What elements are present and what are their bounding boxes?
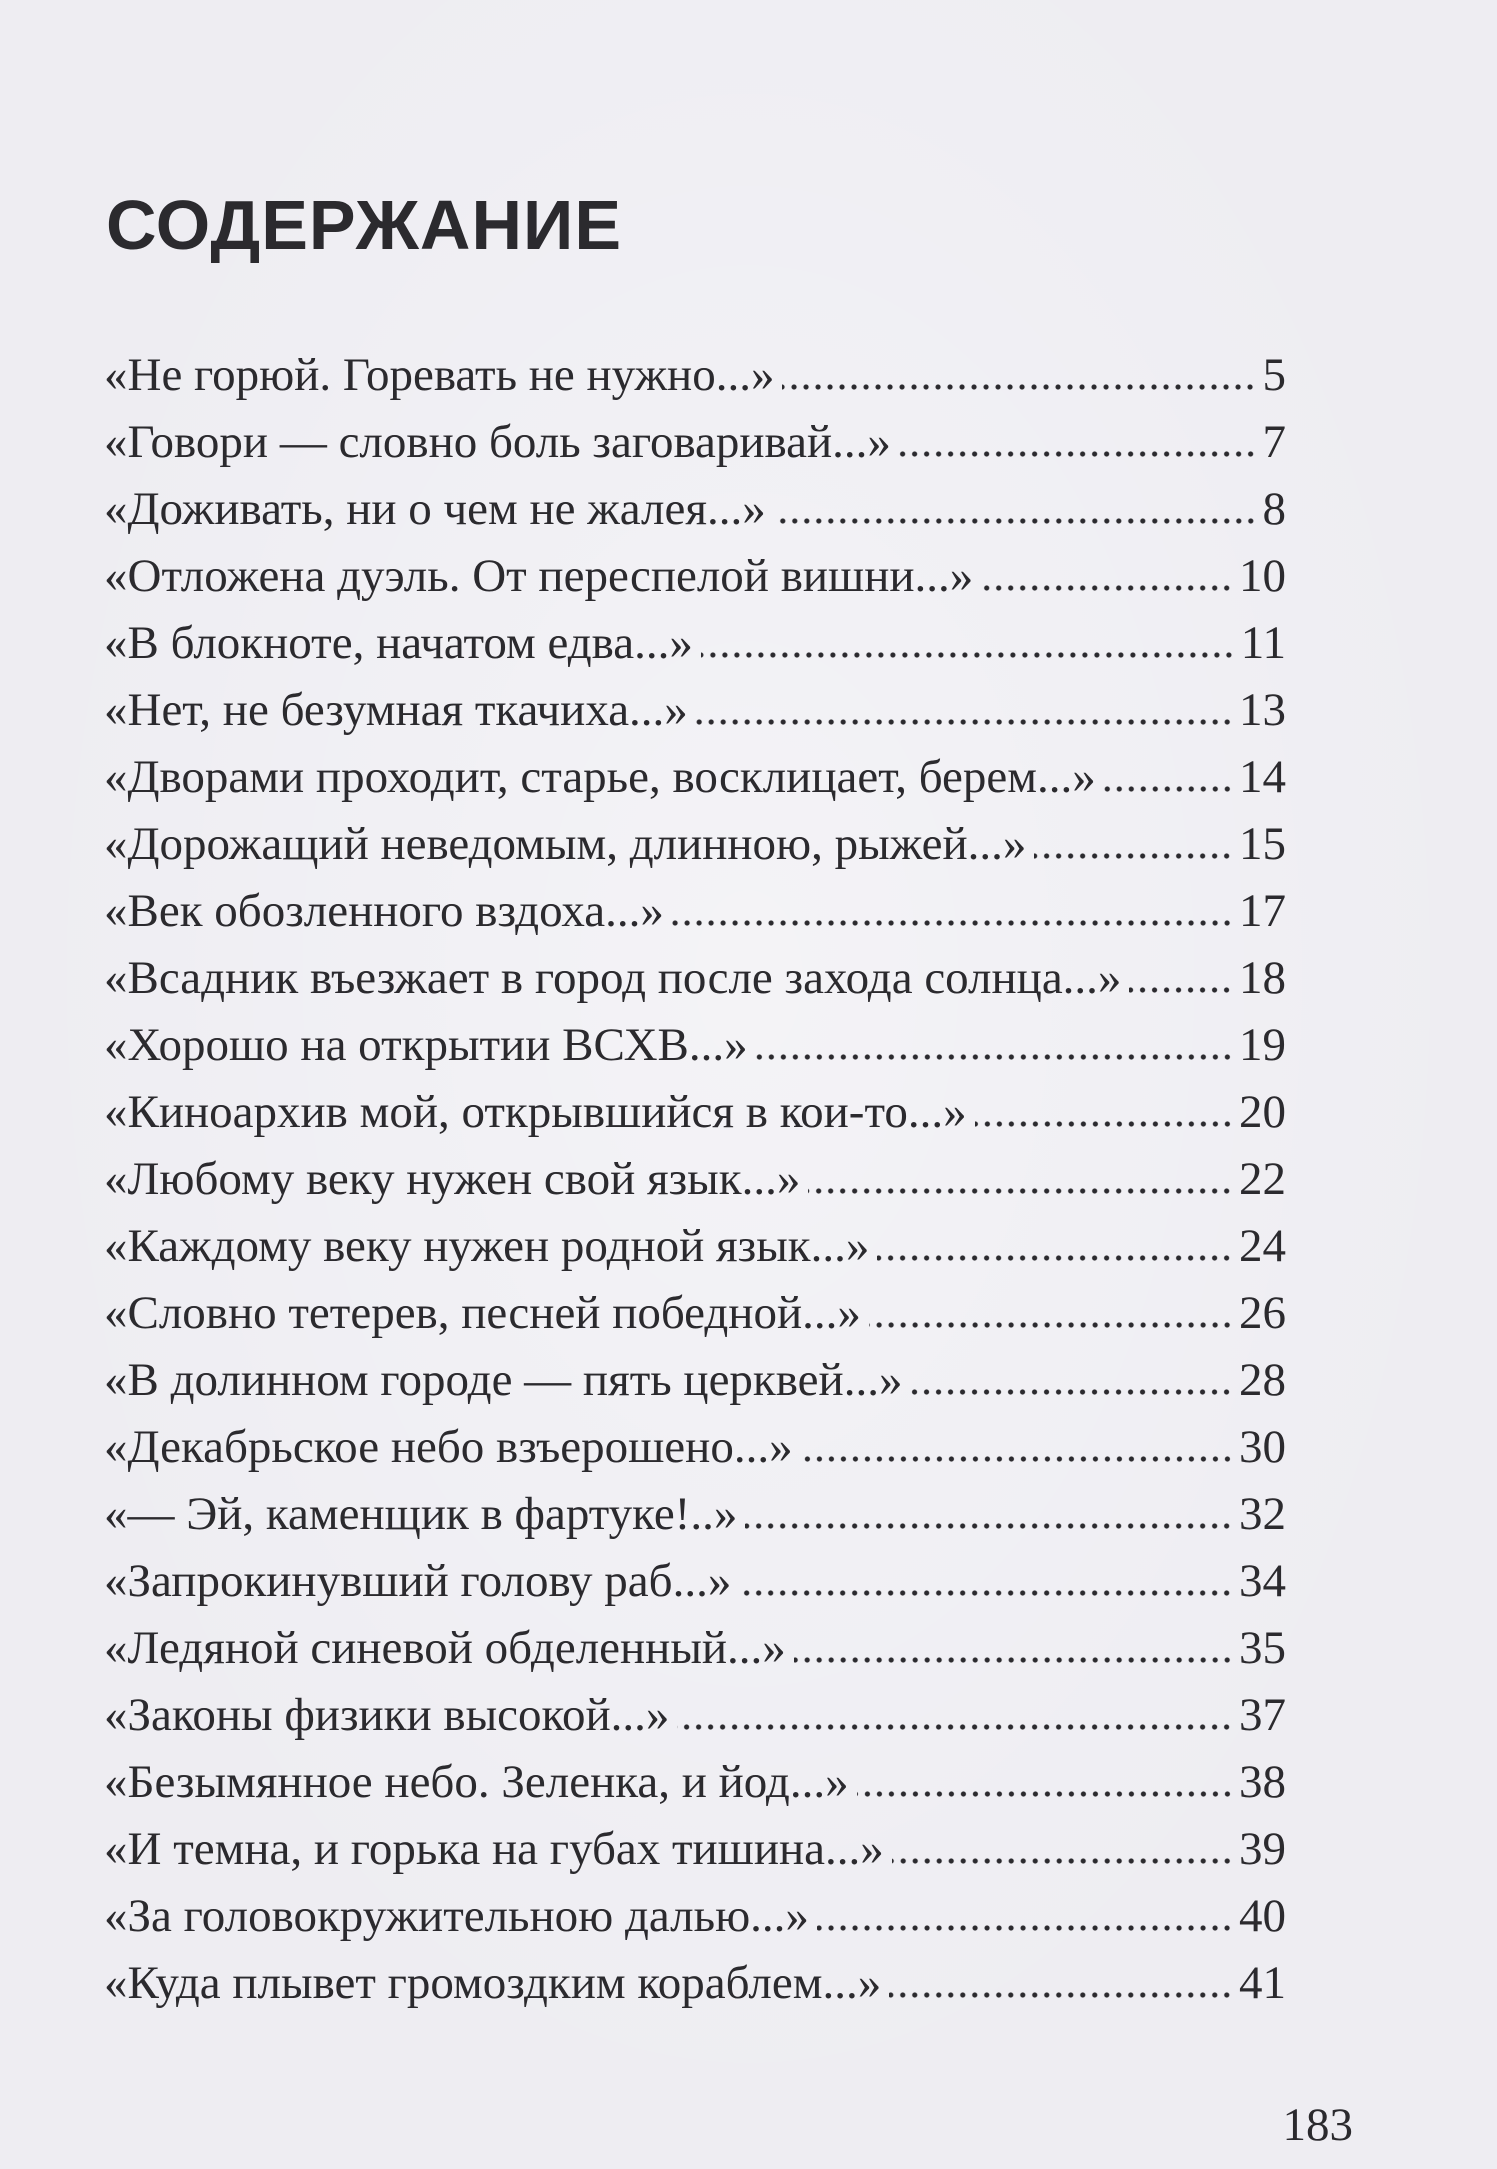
toc-entry [104,744,1286,811]
page-number: 183 [1282,2099,1353,2151]
dot-leader [817,1925,1233,1931]
dot-leader [774,518,1257,524]
entry-title: «Дорожащий неведомым, длинною, рыжей...» [104,818,1027,870]
entry-title: «Не горюй. Горевать не нужно...» [104,349,775,401]
entry-page: 5 [1262,349,1286,401]
toc-entry [104,1481,1286,1548]
entry-title: «Словно тетерев, песней победной...» [104,1287,861,1339]
entry-page: 20 [1239,1086,1286,1138]
entry-title: «Декабрьское небо взъерошено...» [104,1421,793,1473]
entry-title: «Законы физики высокой...» [104,1689,670,1741]
toc-entry [104,1079,1286,1146]
entry-title: «Каждому веку нужен родной язык...» [104,1220,870,1272]
toc-entry [104,1883,1286,1950]
entry-page: 41 [1239,1957,1286,2009]
entry-title: «За головокружительною далью...» [104,1890,809,1942]
entry-title: «Киноархив мой, открывшийся в кои-то...» [104,1086,967,1138]
entry-page: 18 [1239,952,1286,1004]
toc-entry [104,1012,1286,1079]
entry-page: 34 [1239,1555,1286,1607]
entry-page: 22 [1239,1153,1286,1205]
entry-title: «В блокноте, начатом едва...» [104,617,693,669]
table-of-contents [104,342,1286,2017]
entry-page: 14 [1239,751,1286,803]
dot-leader [1104,786,1233,792]
dot-leader [869,1322,1233,1328]
entry-title: «Любому веку нужен свой язык...» [104,1153,801,1205]
entry-page: 7 [1262,416,1286,468]
entry-page: 40 [1239,1890,1286,1942]
entry-page: 38 [1239,1756,1286,1808]
dot-leader [677,1724,1233,1730]
dot-leader [745,1523,1233,1529]
entry-title: «Ледяной синевой обделенный...» [104,1622,786,1674]
entry-page: 8 [1262,483,1286,535]
dot-leader [877,1255,1233,1261]
page-title: СОДЕРЖАНИЕ [106,186,623,264]
dot-leader [801,1456,1233,1462]
toc-entry [104,342,1286,409]
entry-title: «Запрокинувший голову раб...» [104,1555,732,1607]
dot-leader [701,652,1235,658]
dot-leader [892,1858,1233,1864]
toc-entry [104,543,1286,610]
toc-entry [104,610,1286,677]
dot-leader [672,920,1233,926]
dot-leader [1129,987,1233,993]
dot-leader [782,384,1256,390]
entry-page: 28 [1239,1354,1286,1406]
toc-entry [104,1414,1286,1481]
toc-entry [104,1950,1286,2017]
entry-title: «И темна, и горька на губах тишина...» [104,1823,884,1875]
entry-title: «Век обозленного вздоха...» [104,885,664,937]
entry-page: 11 [1240,617,1286,669]
entry-title: «— Эй, каменщик в фартуке!..» [104,1488,738,1540]
entry-title: «Хорошо на открытии ВСХВ...» [104,1019,748,1071]
entry-page: 24 [1239,1220,1286,1272]
entry-page: 10 [1239,550,1286,602]
entry-page: 13 [1239,684,1286,736]
dot-leader [739,1590,1233,1596]
dot-leader [910,1389,1233,1395]
entry-page: 19 [1239,1019,1286,1071]
toc-entry [104,409,1286,476]
toc-entry [104,1682,1286,1749]
dot-leader [981,585,1233,591]
entry-title: «Доживать, ни о чем не жалея...» [104,483,766,535]
toc-entry [104,1749,1286,1816]
toc-entry [104,811,1286,878]
entry-page: 39 [1239,1823,1286,1875]
entry-page: 26 [1239,1287,1286,1339]
dot-leader [857,1791,1233,1797]
entry-page: 30 [1239,1421,1286,1473]
toc-entry [104,1213,1286,1280]
toc-entry [104,1615,1286,1682]
entry-title: «Всадник въезжает в город после захода солнца...» [104,952,1122,1004]
toc-entry [104,1280,1286,1347]
toc-entry [104,945,1286,1012]
entry-title: «Говори — словно боль заговаривай...» [104,416,891,468]
toc-entry [104,878,1286,945]
dot-leader [808,1188,1233,1194]
entry-title: «Нет, не безумная ткачиха...» [104,684,688,736]
dot-leader [899,451,1257,457]
dot-leader [794,1657,1233,1663]
dot-leader [696,719,1233,725]
dot-leader [1034,853,1233,859]
dot-leader [889,1992,1233,1998]
toc-entry [104,476,1286,543]
entry-page: 17 [1239,885,1286,937]
entry-title: «Безымянное небо. Зеленка, и йод...» [104,1756,849,1808]
entry-title: «В долинном городе — пять церквей...» [104,1354,903,1406]
entry-page: 15 [1239,818,1286,870]
entry-title: «Дворами проходит, старье, восклицает, берем...» [104,751,1096,803]
entry-page: 32 [1239,1488,1286,1540]
entry-page: 35 [1239,1622,1286,1674]
toc-entry [104,677,1286,744]
entry-page: 37 [1239,1689,1286,1741]
toc-entry [104,1548,1286,1615]
toc-entry [104,1816,1286,1883]
dot-leader [756,1054,1233,1060]
toc-entry [104,1146,1286,1213]
toc-entry [104,1347,1286,1414]
entry-title: «Отложена дуэль. От переспелой вишни...» [104,550,974,602]
dot-leader [975,1121,1233,1127]
entry-title: «Куда плывет громоздким кораблем...» [104,1957,882,2009]
